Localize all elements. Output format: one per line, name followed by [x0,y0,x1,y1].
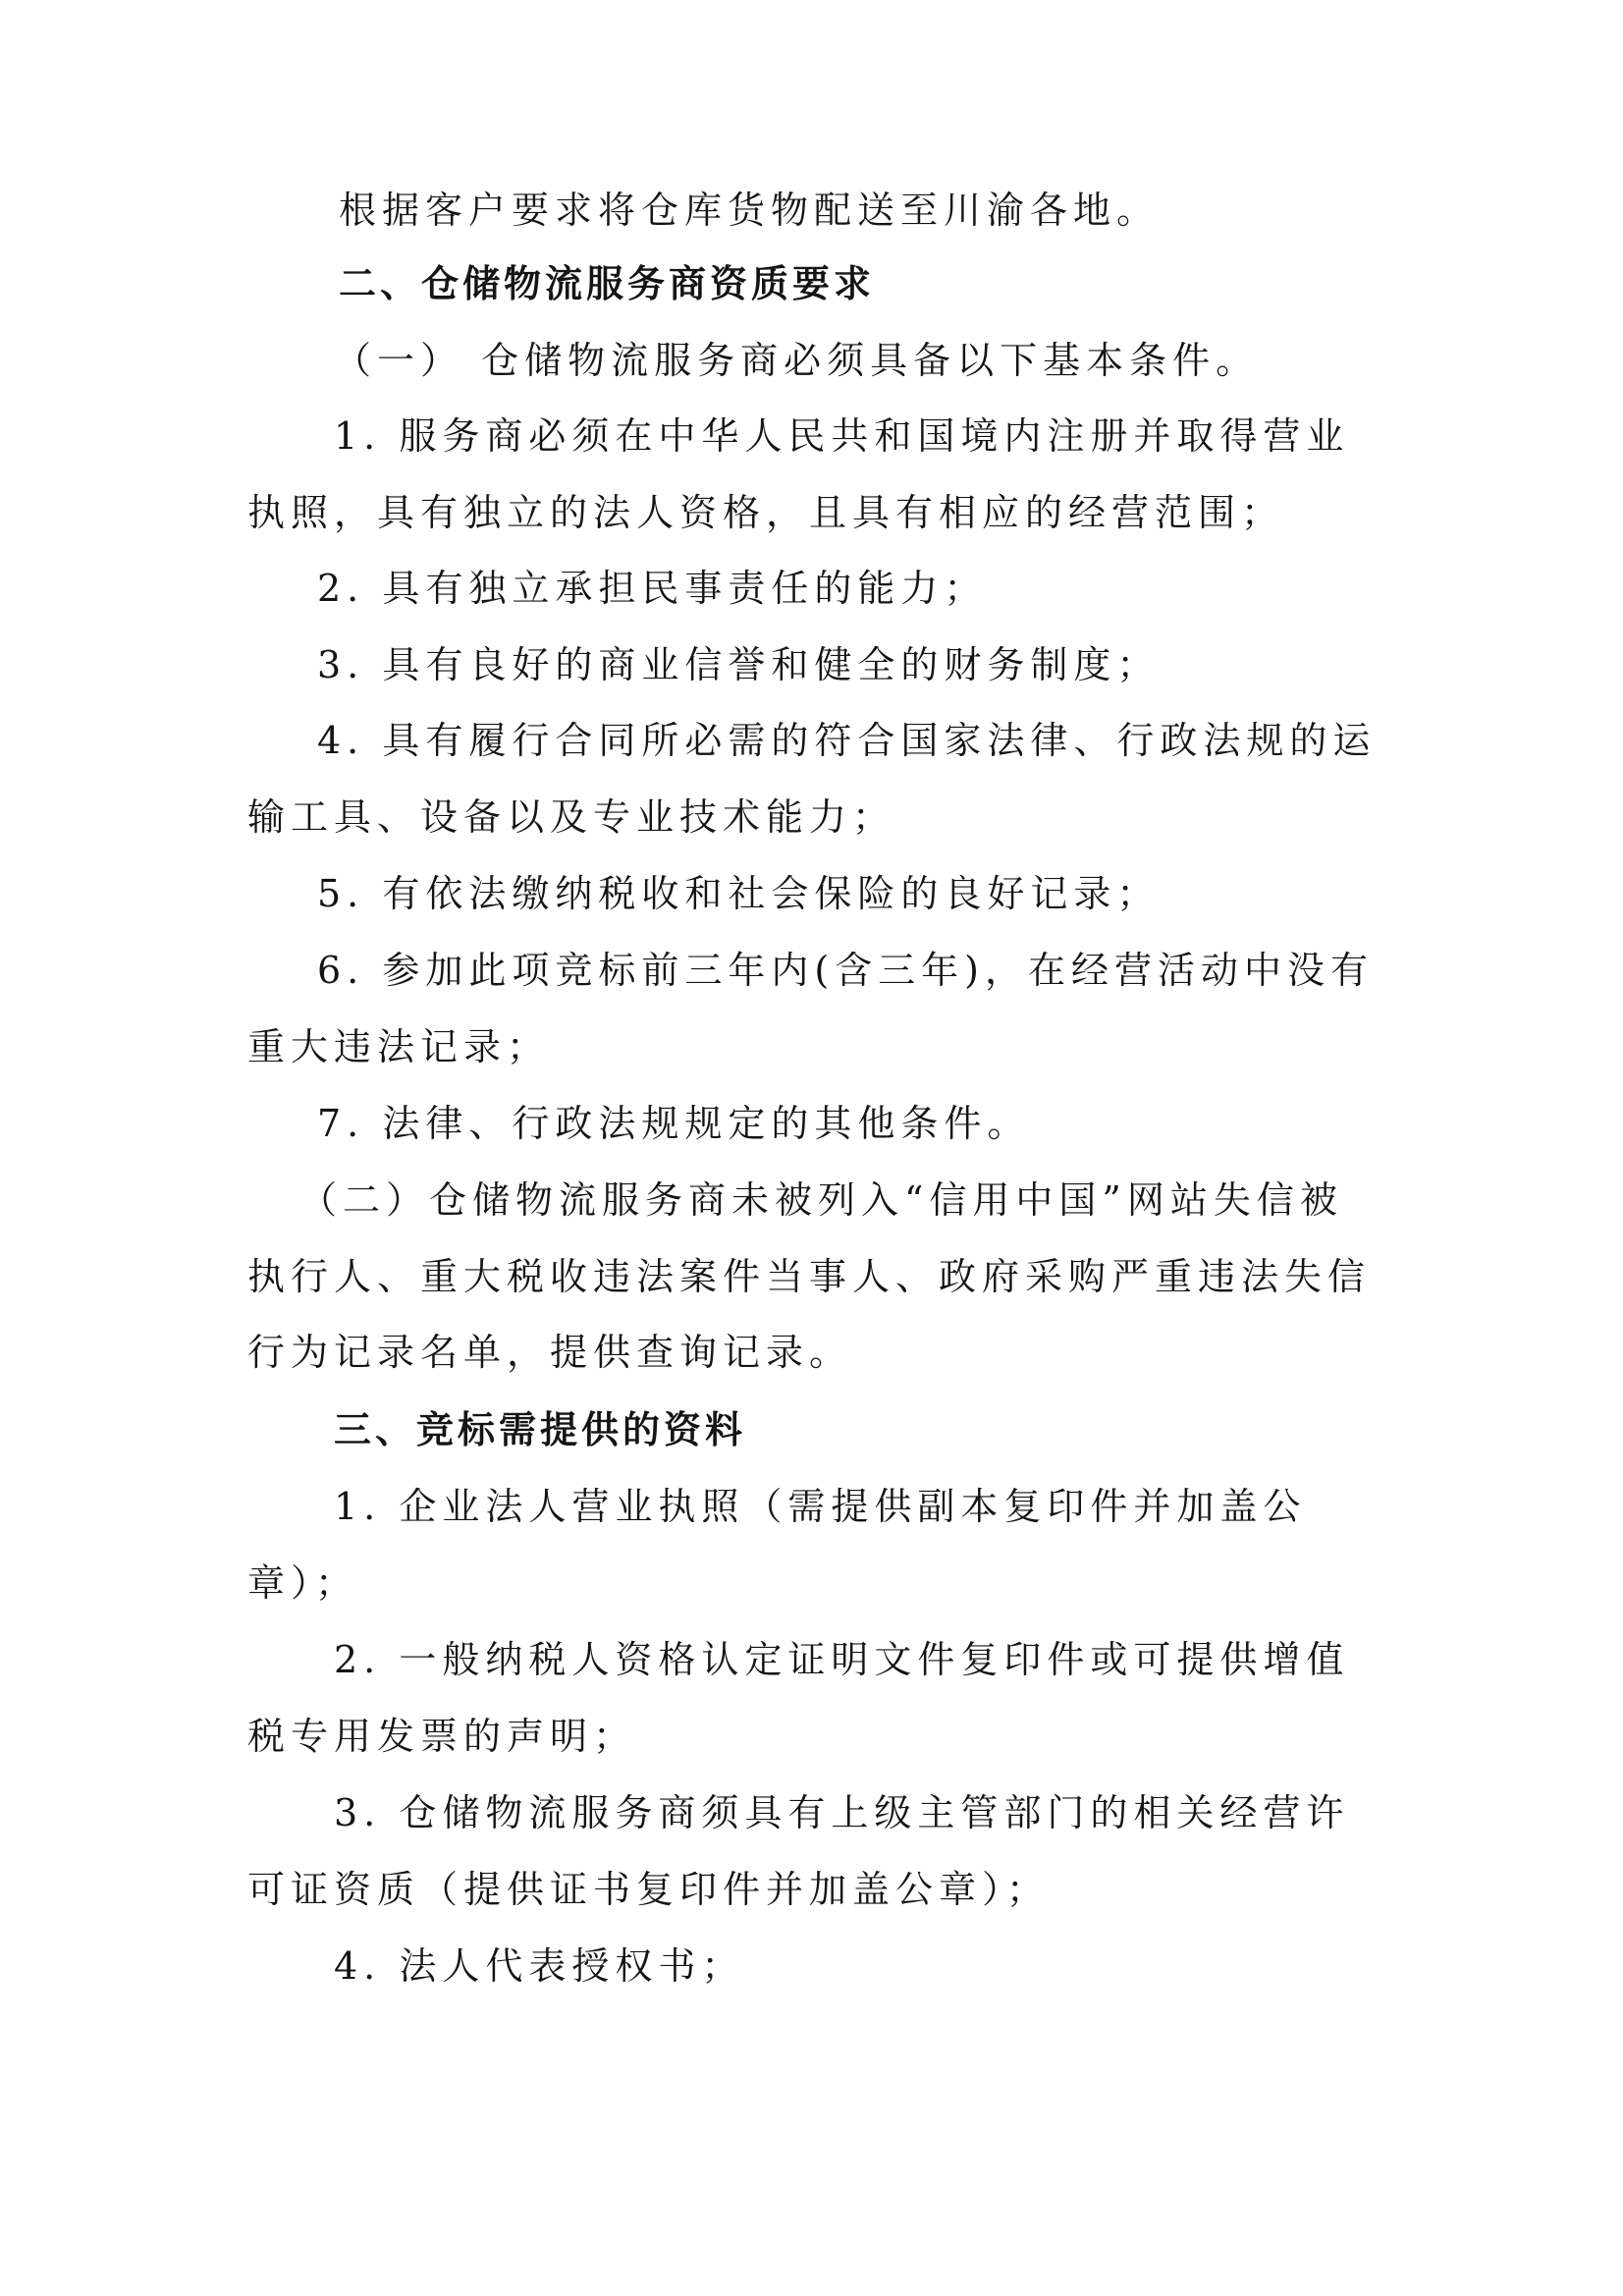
section-heading: 三、竞标需提供的资料 [334,1408,747,1451]
paragraph-line: 1. 服务商必须在中华人民共和国境内注册并取得营业 [334,414,1350,458]
paragraph-line: 根据客户要求将仓库货物配送至川渝各地。 [339,189,1161,232]
paragraph-line: 输工具、设备以及专业技术能力； [247,795,896,839]
paragraph-line: 4. 法人代表授权书； [334,1944,745,1988]
paragraph-line: 3. 仓储物流服务商须具有上级主管部门的相关经营许 [334,1791,1350,1834]
paragraph-line: 2. 具有独立承担民事责任的能力； [317,567,988,610]
paragraph-line: 执照，具有独立的法人资格，且具有相应的经营范围； [247,491,1285,534]
paragraph-line: 重大违法记录； [247,1025,551,1068]
paragraph-line: 3. 具有良好的商业信誉和健全的财务制度； [317,643,1161,686]
paragraph-line: 5. 有依法缴纳税收和社会保险的良好记录； [317,872,1161,915]
paragraph-line: 2. 一般纳税人资格认定证明文件复印件或可提供增值 [334,1638,1350,1681]
paragraph-line: 6. 参加此项竞标前三年内(含三年)，在经营活动中没有 [317,949,1374,992]
paragraph-line: （一） 仓储物流服务商必须具备以下基本条件。 [334,339,1260,382]
paragraph-line: 4. 具有履行合同所必需的符合国家法律、行政法规的运 [317,719,1377,762]
paragraph-line: 执行人、重大税收违法案件当事人、政府采购严重违法失信 [247,1255,1372,1298]
paragraph-line: 行为记录名单，提供查询记录。 [247,1331,853,1374]
paragraph-line: 税专用发票的声明； [247,1715,637,1758]
section-heading: 二、仓储物流服务商资质要求 [339,262,876,305]
paragraph-line: 7. 法律、行政法规规定的其他条件。 [317,1102,1031,1145]
paragraph-line: （二）仓储物流服务商未被列入“信用中国”网站失信被 [299,1178,1343,1222]
paragraph-line: 章）； [247,1561,359,1605]
paragraph-line: 1. 企业法人营业执照（需提供副本复印件并加盖公 [334,1485,1307,1528]
paragraph-line: 可证资质（提供证书复印件并加盖公章）； [247,1868,1051,1911]
